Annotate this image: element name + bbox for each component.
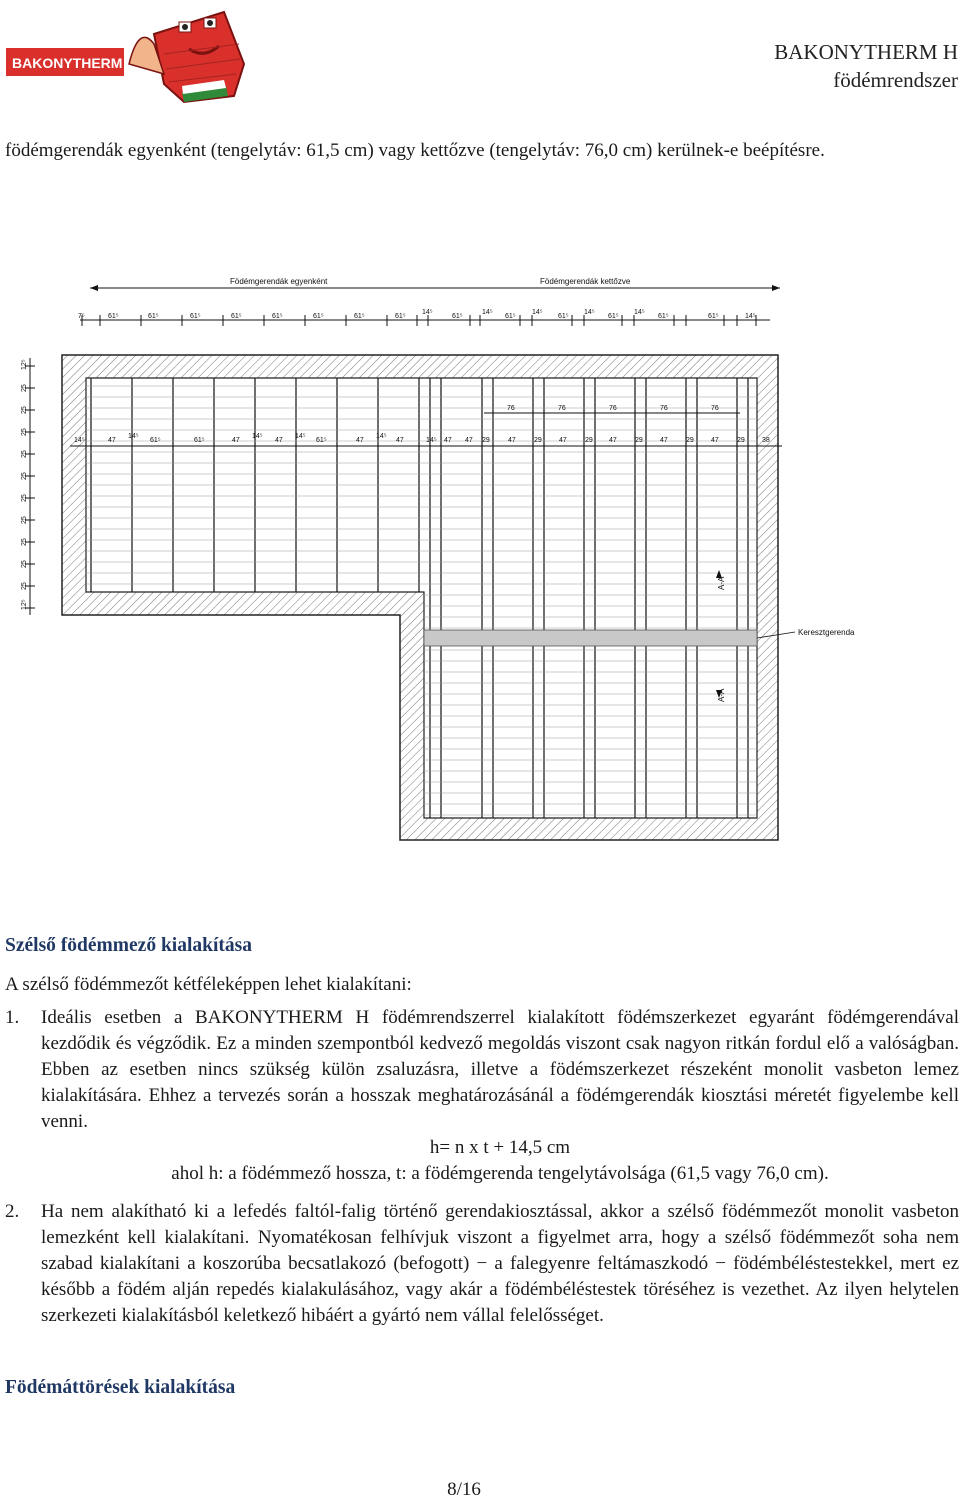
svg-text:61⁵: 61⁵ xyxy=(231,313,242,320)
edge-field-options-list xyxy=(5,1005,959,1329)
intro-paragraph: födémgerendák egyenként (tengelytáv: 61,5 cm) vagy kettőzve (tengelytáv: 76,0 cm) kerülnek-e beépítésre. xyxy=(5,140,825,161)
label-double: Födémgerendák kettőzve xyxy=(540,277,631,286)
header-subtitle: födémrendszer xyxy=(833,68,958,92)
svg-text:47: 47 xyxy=(396,437,404,444)
svg-text:61⁵: 61⁵ xyxy=(658,313,669,320)
svg-text:14⁵: 14⁵ xyxy=(422,309,433,316)
svg-text:76: 76 xyxy=(711,405,719,412)
svg-text:14⁵: 14⁵ xyxy=(376,433,387,440)
header-title: BAKONYTHERM H xyxy=(774,40,958,64)
header-brand xyxy=(774,38,958,94)
svg-text:12⁵: 12⁵ xyxy=(21,599,28,610)
svg-text:76: 76 xyxy=(558,405,566,412)
svg-text:61⁵: 61⁵ xyxy=(108,313,119,320)
svg-text:14⁵: 14⁵ xyxy=(252,433,263,440)
svg-text:25: 25 xyxy=(21,384,28,392)
section-heading-edge-field: Szélső födémmező kialakítása xyxy=(5,935,252,956)
list-number: 2. xyxy=(5,1201,20,1222)
list-number: 1. xyxy=(5,1007,20,1028)
svg-text:29: 29 xyxy=(737,437,745,444)
svg-text:61⁵: 61⁵ xyxy=(558,313,569,320)
svg-text:38: 38 xyxy=(762,437,770,444)
svg-text:25: 25 xyxy=(21,428,28,436)
svg-text:61⁵: 61⁵ xyxy=(190,313,201,320)
svg-text:14⁵: 14⁵ xyxy=(295,433,306,440)
list-item-1 xyxy=(5,1005,959,1187)
svg-text:14⁵: 14⁵ xyxy=(426,437,437,444)
svg-text:47: 47 xyxy=(609,437,617,444)
dim-chain-left-labels xyxy=(21,359,28,610)
svg-text:25: 25 xyxy=(21,582,28,590)
svg-text:25: 25 xyxy=(21,538,28,546)
svg-text:14⁵: 14⁵ xyxy=(584,309,595,316)
svg-text:76: 76 xyxy=(609,405,617,412)
svg-text:25: 25 xyxy=(21,450,28,458)
svg-text:61⁵: 61⁵ xyxy=(354,313,365,320)
bakonytherm-logo xyxy=(4,4,250,104)
svg-text:29: 29 xyxy=(635,437,643,444)
svg-text:47: 47 xyxy=(508,437,516,444)
svg-text:47: 47 xyxy=(232,437,240,444)
svg-text:25: 25 xyxy=(21,472,28,480)
svg-text:47: 47 xyxy=(356,437,364,444)
svg-text:61⁵: 61⁵ xyxy=(505,313,516,320)
svg-text:14⁵: 14⁵ xyxy=(74,437,85,444)
svg-text:61⁵: 61⁵ xyxy=(395,313,406,320)
list-item-2 xyxy=(5,1199,959,1329)
list-item-text: Ideális esetben a BAKONYTHERM H födémrendszerrel kialakított födémszerkezet egyaránt födémgerendával kezdődik és végződik. Ez a minden szempontból kedvező megoldás viszont csak nagyon ritkán fordul elő a valóságban. Ebben az esetben nincs szükség külön zsaluzásra, illetve a födémszerkezet részeként monolit vasbeton lemez kialakítására. Ehhez a tervezés során a hosszak meghatározásánál a födémgerendák kiosztási méretét figyelembe kell venni. xyxy=(41,1007,959,1132)
svg-text:14⁵: 14⁵ xyxy=(128,433,139,440)
svg-text:76: 76 xyxy=(507,405,515,412)
svg-text:61⁵: 61⁵ xyxy=(148,313,159,320)
logo-text: BAKONYTHERM xyxy=(12,55,123,71)
svg-text:25: 25 xyxy=(21,494,28,502)
svg-text:29: 29 xyxy=(534,437,542,444)
svg-text:47: 47 xyxy=(660,437,668,444)
svg-text:61⁵: 61⁵ xyxy=(272,313,283,320)
svg-text:12⁵: 12⁵ xyxy=(21,359,28,370)
svg-text:61⁵: 61⁵ xyxy=(608,313,619,320)
svg-text:61⁵: 61⁵ xyxy=(452,313,463,320)
svg-text:61⁵: 61⁵ xyxy=(708,313,719,320)
svg-text:29: 29 xyxy=(585,437,593,444)
svg-text:61⁵: 61⁵ xyxy=(150,437,161,444)
svg-text:25: 25 xyxy=(21,406,28,414)
section-heading-openings: Födémáttörések kialakítása xyxy=(5,1377,236,1398)
svg-text:25: 25 xyxy=(21,560,28,568)
svg-text:61⁵: 61⁵ xyxy=(316,437,327,444)
svg-text:25: 25 xyxy=(21,516,28,524)
svg-text:47: 47 xyxy=(559,437,567,444)
svg-text:14⁵: 14⁵ xyxy=(482,309,493,316)
svg-text:7⁵: 7⁵ xyxy=(78,313,85,320)
svg-text:A-A: A-A xyxy=(717,688,726,702)
svg-text:47: 47 xyxy=(711,437,719,444)
svg-text:29: 29 xyxy=(482,437,490,444)
svg-text:47: 47 xyxy=(108,437,116,444)
svg-text:47: 47 xyxy=(444,437,452,444)
beam-layout-diagram xyxy=(0,270,960,870)
cross-beam xyxy=(424,630,757,646)
page-number: 8/16 xyxy=(447,1479,481,1500)
logo-mascot-icon xyxy=(129,12,244,102)
section-intro: A szélső födémmezőt kétféleképpen lehet kialakítani: xyxy=(5,974,412,995)
list-item-text: Ha nem alakítható ki a lefedés faltól-falig történő gerendakiosztással, akkor a szélső födémmezőt monolit vasbeton lemezként kell kialakítani. Nyomatékosan felhívjuk viszont a figyelmet arra, hogy a szélső födémmezőt soha nem szabad kialakítani a koszorúba becsatlakozó (befogott) − a falegyenre feltámaszkodó − födémbéléstestekkel, mert ez később a födém alján repedés kialakulásához, vagy akár a födémbéléstestek töréséhez is vezethet. Az ilyen helytelen szerkezeti kialakításból keletkező hibáért a gyártó nem vállal felelősséget. xyxy=(41,1201,959,1326)
svg-text:14⁵: 14⁵ xyxy=(532,309,543,316)
svg-text:61⁵: 61⁵ xyxy=(194,437,205,444)
svg-text:14⁵: 14⁵ xyxy=(745,313,756,320)
svg-text:14⁵: 14⁵ xyxy=(634,309,645,316)
svg-text:47: 47 xyxy=(465,437,473,444)
formula: h= n x t + 14,5 cm xyxy=(429,1137,571,1158)
label-single: Födémgerendák egyenként xyxy=(230,277,328,286)
section-marker-a-bottom xyxy=(716,688,726,702)
svg-text:29: 29 xyxy=(686,437,694,444)
formula-note: ahol h: a födémmező hossza, t: a födémgerenda tengelytávolsága (61,5 vagy 76,0 cm). xyxy=(171,1163,829,1184)
label-cross-beam: Keresztgerenda xyxy=(798,628,855,637)
svg-text:47: 47 xyxy=(275,437,283,444)
svg-text:61⁵: 61⁵ xyxy=(313,313,324,320)
svg-text:76: 76 xyxy=(660,405,668,412)
svg-text:A-A: A-A xyxy=(717,576,726,590)
